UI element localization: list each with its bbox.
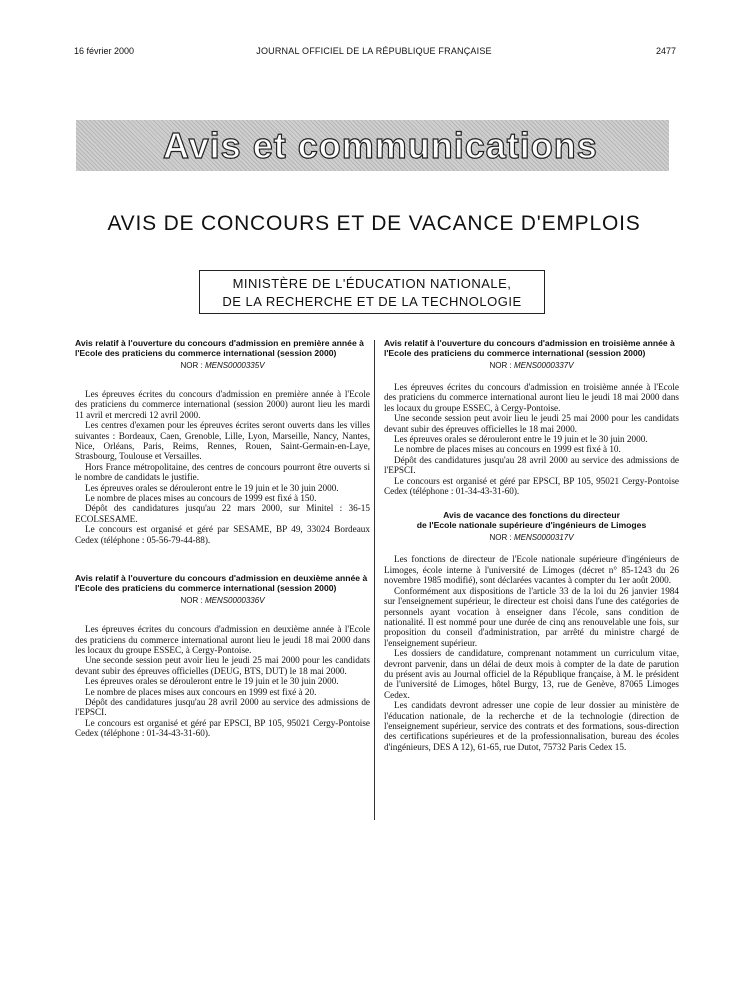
running-header bbox=[0, 46, 748, 60]
paragraph: Les centres d'examen pour les épreuves écrites seront ouverts dans les villes suivantes : Bordeaux, Caen, Grenoble, Lille, Lyon, Marseille, Nancy, Nantes, Nice, Orléans, Paris, Reims, Rennes, Rouen, Saint-Germain-en-Laye, Strasbourg, Toulouse et Versailles. bbox=[75, 420, 370, 462]
paragraph: Le concours est organisé et géré par SESAME, BP 49, 33024 Bordeaux Cedex (téléphone : 05-56-79-44-88). bbox=[75, 524, 370, 545]
article-title: Avis relatif à l'ouverture du concours d'admission en troisième année à l'Ecole des praticiens du commerce international (session 2000) bbox=[384, 338, 675, 358]
nor-reference bbox=[384, 361, 679, 371]
nor-label: NOR : bbox=[489, 361, 512, 370]
paragraph: Conformément aux dispositions de l'article 33 de la loi du 26 janvier 1984 sur l'enseignement supérieur, le directeur est choisi dans l'une des catégories de personnels ayant vocation à enseigner dans l'école, sans condition de nationalité. Il est nommé pour une durée de cinq ans renouvelable une fois, sur proposition du conseil d'administration, par arrêté du ministre chargé de l'enseignement supérieur. bbox=[384, 585, 679, 648]
ministry-box bbox=[199, 270, 545, 314]
paragraph: Le nombre de places mises au concours de 1999 est fixé à 150. bbox=[85, 493, 317, 504]
article-title: Avis relatif à l'ouverture du concours d'admission en première année à l'Ecole des praticiens du commerce international (session 2000) bbox=[75, 338, 364, 358]
paragraph: Les épreuves orales se dérouleront entre le 19 juin et le 30 juin 2000. bbox=[85, 482, 339, 493]
header-page-number: 2477 bbox=[655, 46, 676, 56]
paragraph: Le concours est organisé et géré par EPSCI, BP 105, 95021 Cergy-Pontoise Cedex (téléphone : 01-34-43-31-60). bbox=[384, 475, 679, 497]
paragraph: Les épreuves orales se dérouleront entre le 19 juin et le 30 juin 2000. bbox=[394, 434, 648, 445]
nor-label: NOR : bbox=[180, 596, 203, 606]
paragraph: Le nombre de places mises au concours en 1999 est fixé à 10. bbox=[394, 444, 621, 455]
paragraph: Les candidats devront adresser une copie de leur dossier au ministère de l'éducation nationale, de la recherche et de la technologie (direction de l'enseignement supérieur, service des contrats et des formations, sous-direction des certifications supérieures et de la professionnalisation, bureau des écoles d'ingénieurs, DES A 12), 61-65, rue Dutot, 75732 Paris Cedex 15. bbox=[384, 700, 679, 752]
nor-reference bbox=[75, 361, 370, 371]
paragraph: Les épreuves écrites du concours d'admission en troisième année à l'Ecole des praticiens du commerce international auront lieu le jeudi 18 mai 2000 dans les locaux du groupe ESSEC, à Cergy-Pontoise. bbox=[384, 382, 679, 413]
paragraph: Le concours est organisé et géré par EPSCI, BP 105, 95021 Cergy-Pontoise Cedex (téléphone : 01-34-43-31-60). bbox=[75, 717, 370, 739]
paragraph: Les épreuves écrites du concours d'admission en première année à l'Ecole des praticiens du commerce international (session 2000) auront lieu les mardi 11 avril et mercredi 12 avril 2000. bbox=[75, 389, 370, 420]
nor-code: MENS0000336V bbox=[204, 596, 265, 606]
right-column bbox=[384, 338, 679, 752]
article-third-year bbox=[384, 338, 679, 496]
paragraph: Le nombre de places mises aux concours en 1999 est fixé à 20. bbox=[85, 686, 317, 697]
column-divider bbox=[374, 340, 375, 820]
left-column bbox=[75, 338, 370, 739]
banner-title: Avis et communications bbox=[163, 124, 598, 166]
paragraph: Une seconde session peut avoir lieu le jeudi 25 mai 2000 pour les candidats devant subir des épreuves officielles le 18 mai 2000. bbox=[384, 413, 679, 434]
header-date: 16 février 2000 bbox=[74, 46, 135, 56]
paragraph: Dépôt des candidatures jusqu'au 28 avril 2000 au service des admissions de l'EPSCI. bbox=[384, 454, 679, 476]
nor-reference bbox=[384, 533, 679, 543]
paragraph: Les épreuves orales se dérouleront entre le 19 juin et le 30 juin 2000. bbox=[85, 676, 339, 687]
paragraph: Dépôt des candidatures jusqu'au 28 avril 2000 au service des admissions de l'EPSCI. bbox=[75, 696, 370, 718]
paragraph: Les dossiers de candidature, comprenant notamment un curriculum vitae, devront parvenir, dans un délai de deux mois à compter de la date de parution du présent avis au Journal officiel de la République française, à M. le président de l'université de Limoges, hôtel Burgy, 13, rue de Genève, 87065 Limoges Cedex. bbox=[384, 648, 679, 700]
article-title-line-1: Avis de vacance des fonctions du directeur bbox=[443, 510, 620, 521]
paragraph: Hors France métropolitaine, des centres de concours pourront être ouverts si le nombre de candidats le justifie. bbox=[75, 461, 370, 483]
nor-code: MENS0000335V bbox=[204, 361, 265, 370]
header-journal-title: JOURNAL OFFICIEL DE LA RÉPUBLIQUE FRANÇAISE bbox=[256, 46, 492, 56]
nor-label: NOR : bbox=[180, 361, 203, 370]
paragraph: Les fonctions de directeur de l'Ecole nationale supérieure d'ingénieurs de Limoges, école interne à l'université de Limoges (décret n° 85-1243 du 26 novembre 1985 modifié), sont déclarées vacantes à compter du 1er août 2000. bbox=[384, 554, 679, 586]
nor-reference bbox=[75, 596, 370, 606]
paragraph: Dépôt des candidatures jusqu'au 22 mars 2000, sur Minitel : 36-15 ECOLSESAME. bbox=[75, 503, 370, 524]
ministry-line-1: MINISTÈRE DE L'ÉDUCATION NATIONALE, bbox=[232, 276, 512, 291]
article-title-line-2: de l'Ecole nationale supérieure d'ingénieurs de Limoges bbox=[416, 520, 647, 531]
section-title: AVIS DE CONCOURS ET DE VACANCE D'EMPLOIS bbox=[107, 212, 641, 235]
ministry-line-2: DE LA RECHERCHE ET DE LA TECHNOLOGIE bbox=[222, 294, 522, 309]
nor-code: MENS0000337V bbox=[513, 361, 574, 370]
nor-code: MENS0000317V bbox=[513, 533, 574, 543]
paragraph: Une seconde session peut avoir lieu le jeudi 25 mai 2000 pour les candidats devant subir des épreuves officielles (DEUG, BTS, DUT) le 18 mai 2000. bbox=[75, 655, 370, 676]
article-first-year bbox=[75, 338, 370, 545]
article-director-vacancy bbox=[384, 510, 679, 752]
nor-label: NOR : bbox=[489, 533, 512, 543]
paragraph: Les épreuves écrites du concours d'admission en deuxième année à l'Ecole des praticiens du commerce international auront lieu le jeudi 18 mai 2000 dans les locaux du groupe ESSEC, à Cergy-Pontoise. bbox=[75, 624, 370, 655]
article-second-year bbox=[75, 573, 370, 738]
article-title: Avis relatif à l'ouverture du concours d'admission en deuxième année à l'Ecole des praticiens du commerce international (session 2000) bbox=[75, 573, 368, 594]
section-banner bbox=[76, 120, 669, 171]
